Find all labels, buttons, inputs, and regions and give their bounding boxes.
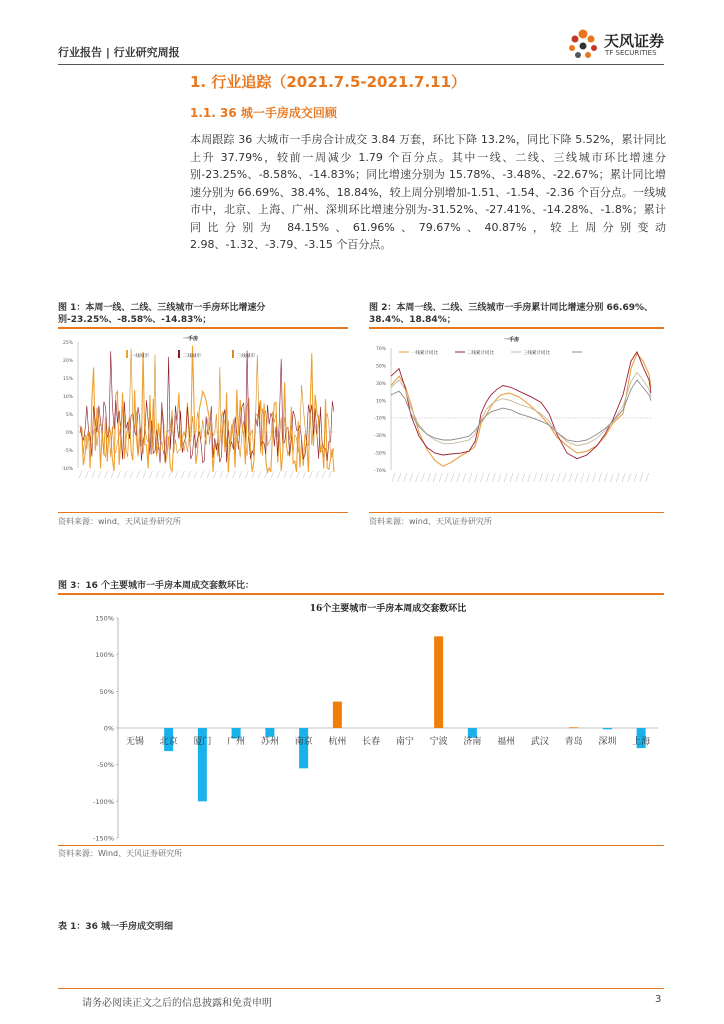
x-tick-mark [540, 473, 543, 482]
bar-7 [333, 702, 342, 728]
x-tick-mark [175, 471, 178, 478]
x-tick-mark [105, 471, 108, 478]
figure1-top-rule [58, 327, 348, 329]
figure2-chart-svg [369, 330, 664, 510]
x-tick-mark [143, 471, 146, 478]
y-tick-label: -50% [97, 761, 114, 770]
x-tick-mark [422, 473, 425, 482]
subsection-heading: 1.1. 36 城一手房成交回顾 [190, 106, 337, 120]
x-tick-mark [610, 473, 613, 482]
x-tick-mark [162, 471, 165, 478]
x-tick-mark [628, 473, 631, 482]
y-tick-label: -5% [64, 449, 73, 454]
legend-label: 一线累计同比 [411, 351, 438, 356]
x-tick-mark [410, 473, 413, 482]
x-tick-mark [557, 473, 560, 482]
x-tick-mark [563, 473, 566, 482]
x-tick-mark [486, 473, 489, 482]
figure3-chart [58, 596, 664, 844]
x-tick-mark [593, 473, 596, 482]
x-tick-mark [271, 471, 274, 478]
x-tick-mark [111, 471, 114, 478]
x-tick-mark [322, 471, 325, 478]
chart-title: 一手房 [504, 337, 520, 343]
series-line-4 [391, 380, 651, 442]
x-tick-mark [463, 473, 466, 482]
x-tick-mark [181, 471, 184, 478]
x-tick-mark [309, 471, 312, 478]
chart-title: 一手房 [183, 336, 199, 342]
x-tick-mark [92, 471, 95, 478]
y-tick-label: 50% [375, 364, 386, 370]
header-divider [58, 64, 664, 65]
figure3-top-rule [58, 593, 664, 595]
legend-label: 三线城市 [237, 354, 255, 359]
y-tick-label: -50% [374, 451, 386, 457]
bar-6 [299, 728, 308, 768]
x-tick-mark [599, 473, 602, 482]
brand-name-en: TF SECURITIES [605, 49, 657, 57]
x-tick-mark [481, 473, 484, 482]
figure1-chart [58, 330, 348, 510]
figure2-title: 图 2：本周一线、二线、三线城市一手房累计同比增速分别 66.69%、38.4%、18.84%； [369, 303, 654, 325]
x-tick-label: 南宁 [395, 737, 414, 747]
x-tick-mark [169, 471, 172, 478]
x-tick-mark [149, 471, 152, 478]
legend-swatch [232, 350, 234, 358]
x-tick-mark [551, 473, 554, 482]
y-tick-label: 0% [65, 431, 73, 436]
x-tick-mark [445, 473, 448, 482]
x-tick-mark [303, 471, 306, 478]
x-tick-mark [404, 473, 407, 482]
x-tick-mark [457, 473, 460, 482]
figure2-source: 资料来源：wind、天风证券研究所 [369, 517, 492, 526]
figure3-bottom-rule [58, 845, 664, 846]
brand-logo-icon [566, 28, 600, 62]
y-tick-label: -100% [93, 797, 114, 806]
legend-label: 三线累计同比 [523, 351, 550, 356]
bar-5 [265, 728, 274, 737]
figure3-chart-svg [58, 596, 664, 844]
x-tick-mark [194, 471, 197, 478]
x-tick-mark [475, 473, 478, 482]
y-tick-label: 0% [103, 724, 114, 733]
x-tick-mark [492, 473, 495, 482]
series-line-3 [391, 372, 651, 445]
bar-10 [434, 636, 443, 728]
x-tick-label: 福州 [497, 737, 516, 747]
table1-title: 表 1：36 城一手房成交明细 [58, 922, 174, 932]
x-tick-mark [416, 473, 419, 482]
x-tick-mark [581, 473, 584, 482]
y-tick-label: 10% [375, 399, 386, 405]
x-tick-mark [516, 473, 519, 482]
y-tick-label: 15% [62, 377, 73, 382]
y-tick-label: -150% [93, 834, 114, 843]
x-tick-mark [545, 473, 548, 482]
y-tick-label: 20% [62, 359, 73, 364]
y-tick-label: 30% [375, 381, 386, 387]
page-number: 3 [655, 994, 662, 1005]
legend-swatch [126, 350, 128, 358]
bar-15 [603, 728, 612, 729]
x-tick-mark [469, 473, 472, 482]
y-tick-label: 100% [95, 651, 114, 660]
x-tick-mark [451, 473, 454, 482]
x-tick-mark [398, 473, 401, 482]
x-tick-mark [504, 473, 507, 482]
x-tick-label: 杭州 [328, 737, 347, 747]
legend-label: 二线累计同比 [467, 351, 494, 356]
y-tick-label: 50% [99, 687, 114, 696]
x-tick-mark [587, 473, 590, 482]
figure2-top-rule [369, 327, 664, 329]
header-section-text: 行业报告 | 行业研究周报 [58, 46, 180, 59]
x-tick-label: 广州 [227, 737, 246, 747]
y-tick-label: 5% [65, 413, 73, 418]
y-tick-label: 70% [375, 347, 386, 352]
figure3-source: 资料来源：Wind、天风证券研究所 [58, 849, 183, 858]
x-tick-label: 苏州 [260, 737, 279, 747]
x-tick-mark [392, 473, 395, 482]
legend-label: 二线城市 [183, 354, 201, 359]
x-tick-mark [188, 471, 191, 478]
x-tick-mark [616, 473, 619, 482]
x-tick-mark [569, 473, 572, 482]
x-tick-mark [534, 473, 537, 482]
x-tick-mark [233, 471, 236, 478]
figure1-bottom-rule [58, 512, 348, 513]
x-tick-mark [640, 473, 643, 482]
x-tick-mark [575, 473, 578, 482]
x-tick-mark [258, 471, 261, 478]
bar-14 [569, 727, 578, 728]
x-tick-label: 武汉 [530, 737, 549, 747]
x-tick-label: 深圳 [598, 737, 617, 747]
legend-label: 一线城市 [131, 354, 149, 359]
x-tick-mark [646, 473, 649, 482]
footer-divider [58, 988, 664, 989]
figure3-title: 图 3：16 个主要城市一手房本周成交套数环比： [58, 581, 255, 591]
x-tick-mark [622, 473, 625, 482]
x-tick-label: 济南 [463, 737, 482, 747]
x-tick-label: 青岛 [564, 737, 583, 747]
x-tick-mark [498, 473, 501, 482]
x-tick-label: 北京 [159, 737, 178, 747]
y-tick-label: -30% [374, 434, 386, 440]
x-tick-mark [245, 471, 248, 478]
x-tick-label: 无锡 [125, 737, 144, 747]
x-tick-mark [634, 473, 637, 482]
x-tick-mark [290, 471, 293, 478]
figure1-source: 资料来源：wind、天风证券研究所 [58, 517, 181, 526]
x-tick-mark [528, 473, 531, 482]
y-tick-label: 25% [62, 341, 73, 346]
x-tick-mark [277, 471, 280, 478]
figure1-title: 图 1：本周一线、二线、三线城市一手房环比增速分别-23.25%、-8.58%、-14.83%； [58, 303, 266, 325]
x-tick-mark [604, 473, 607, 482]
x-tick-mark [329, 471, 332, 478]
x-tick-mark [79, 471, 82, 478]
y-tick-label: 150% [95, 614, 114, 623]
x-tick-label: 南京 [294, 737, 313, 747]
figure2-chart [369, 330, 664, 510]
x-tick-mark [265, 471, 268, 478]
x-tick-mark [213, 471, 216, 478]
y-tick-label: -10% [61, 467, 73, 472]
x-tick-mark [427, 473, 430, 482]
figure2-bottom-rule [369, 512, 664, 513]
x-tick-mark [297, 471, 300, 478]
brand-name-cn: 天风证券 [604, 32, 665, 50]
figure1-chart-svg [58, 330, 348, 510]
x-tick-mark [239, 471, 242, 478]
chart-title: 16个主要城市一手房本周成交套数环比 [309, 604, 467, 614]
x-tick-mark [439, 473, 442, 482]
x-tick-mark [156, 471, 159, 478]
legend-swatch [178, 350, 180, 358]
x-tick-label: 上海 [632, 737, 651, 747]
x-tick-mark [316, 471, 319, 478]
x-tick-mark [284, 471, 287, 478]
x-tick-mark [207, 471, 210, 478]
x-tick-mark [201, 471, 204, 478]
x-tick-label: 厦门 [193, 737, 212, 747]
y-tick-label: -70% [374, 469, 386, 474]
x-tick-mark [85, 471, 88, 478]
x-tick-mark [522, 473, 525, 482]
x-tick-mark [433, 473, 436, 482]
x-tick-mark [124, 471, 127, 478]
brand-logo [566, 28, 676, 62]
x-tick-mark [130, 471, 133, 478]
y-tick-label: 10% [62, 395, 73, 400]
footer-disclaimer: 请务必阅读正文之后的信息披露和免责申明 [82, 998, 272, 1009]
body-paragraph: 本周跟踪 36 大城市一手房合计成交 3.84 万套，环比下降 13.2%，同比下降 5.52%，累计同比上升 37.79%，较前一周减少 1.79 个百分点。其中一线、二线、三线城市环比增速分别-23.25%、-8.58%、-14.83%；同比增速分别为 15.78%、-3.48%、-22.67%；累计同比增速分别为 66.69%、38.4%、18.84%，较上周分别增加-1.51、-1.54、-2.36 个百分点。一线城市中，北京、上海、广州、深圳环比增速分别为-31.52%、-27.41%、-14.28%、-1.8%；累计同比分别为 84.15%、61.96%、79.67%、40.87%，较上周分别变动 2.98、-1.32、-3.79、-3.15 个百分点。 [190, 133, 666, 251]
x-tick-label: 长春 [362, 737, 381, 747]
x-tick-mark [226, 471, 229, 478]
x-tick-mark [220, 471, 223, 478]
section-heading: 1. 行业追踪（2021.7.5-2021.7.11） [190, 73, 467, 91]
y-tick-label: -10% [374, 416, 386, 422]
x-tick-mark [117, 471, 120, 478]
x-tick-mark [510, 473, 513, 482]
x-tick-mark [98, 471, 101, 478]
x-tick-label: 宁波 [429, 737, 448, 747]
x-tick-mark [137, 471, 140, 478]
series-line-1 [80, 346, 334, 472]
